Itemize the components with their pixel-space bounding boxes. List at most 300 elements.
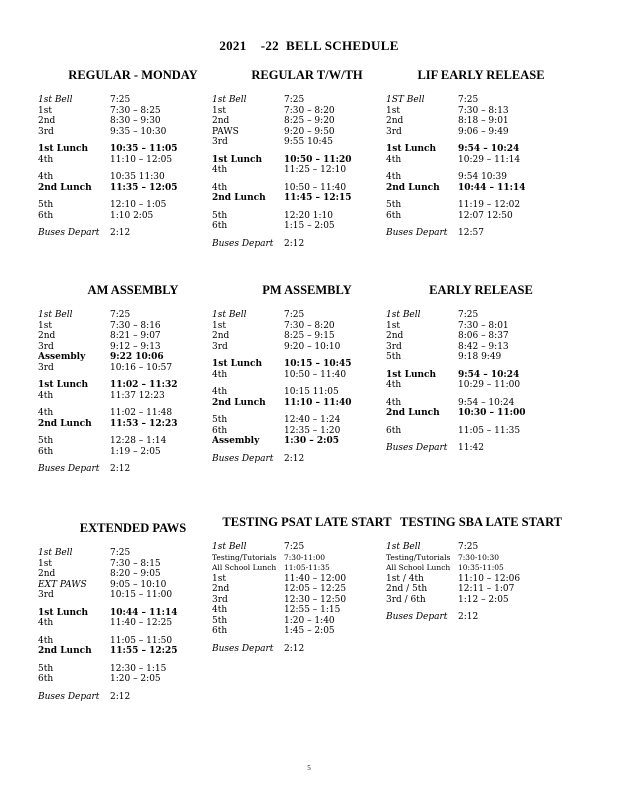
schedule-row xyxy=(212,387,402,398)
period-time: 9:54 – 10:24 xyxy=(458,369,520,380)
period-label: 4th xyxy=(212,165,228,175)
schedule-regular-monday xyxy=(38,68,228,239)
row-spacer xyxy=(38,137,228,144)
row-spacer xyxy=(38,401,228,408)
period-time: 9:06 – 9:49 xyxy=(458,126,509,137)
period-label: 4th xyxy=(212,182,228,193)
period-label: Buses Depart xyxy=(212,453,274,464)
period-time: 11:45 – 12:15 xyxy=(284,193,352,203)
period-time: 9:54 – 10:24 xyxy=(458,397,515,408)
period-time: 7:25 xyxy=(284,542,305,552)
period-time: 11:05 – 11:50 xyxy=(110,635,173,646)
schedule-row xyxy=(38,391,228,402)
period-time: 12:07 12:50 xyxy=(458,210,513,221)
period-time: 1:12 – 2:05 xyxy=(458,594,509,605)
period-time: 7:25 xyxy=(284,95,305,105)
period-time: 2:12 xyxy=(284,453,305,464)
period-label: 1st / 4th xyxy=(386,573,424,584)
schedule-row xyxy=(386,612,576,623)
period-time: 11:37 12:23 xyxy=(110,390,165,401)
schedule-row xyxy=(386,595,576,606)
period-time: 9:18 9:49 xyxy=(458,352,502,362)
schedule-row xyxy=(38,144,228,155)
schedule-row xyxy=(212,626,402,637)
schedule-row xyxy=(386,211,576,222)
period-label: 2nd xyxy=(212,116,230,126)
period-time: 9:54 – 10:24 xyxy=(458,144,520,154)
period-label: 1st Bell xyxy=(38,310,73,320)
period-label: 2nd xyxy=(386,331,404,341)
page-title: 2021 -22 BELL SCHEDULE xyxy=(219,38,399,53)
period-time: 7:30 – 8:15 xyxy=(110,558,161,569)
period-time: 11:55 – 12:25 xyxy=(110,646,178,656)
schedule-row xyxy=(38,436,228,447)
period-time: 2:12 xyxy=(110,464,131,474)
period-label: 1st xyxy=(38,320,52,331)
schedule-row xyxy=(212,137,402,148)
period-label: 2nd xyxy=(212,331,230,341)
row-spacer xyxy=(38,457,228,464)
page-number: 5 xyxy=(307,764,311,772)
schedule-row xyxy=(38,116,228,127)
period-label: Buses Depart xyxy=(38,228,100,238)
period-time: 10:50 – 11:40 xyxy=(284,182,347,193)
period-label: 3rd xyxy=(386,126,402,137)
period-time: 2:12 xyxy=(110,228,131,238)
period-label: 6th xyxy=(38,210,54,221)
period-label: Buses Depart xyxy=(386,443,448,453)
period-label: 4th xyxy=(212,369,228,380)
period-label: 4th xyxy=(386,380,402,390)
schedule-row xyxy=(386,352,576,363)
schedule-row xyxy=(386,106,576,117)
row-spacer xyxy=(386,436,576,443)
row-spacer xyxy=(212,380,402,387)
row-spacer xyxy=(38,221,228,228)
period-time: 7:30 – 8:20 xyxy=(284,105,335,116)
period-label: 1st Bell xyxy=(212,310,247,320)
schedule-row xyxy=(212,454,402,465)
schedule-lif-early-release xyxy=(386,68,576,239)
period-label: 4th xyxy=(38,618,54,628)
period-time: 10:30 – 11:00 xyxy=(458,408,526,418)
row-spacer xyxy=(38,193,228,200)
period-time: 11:02 – 11:32 xyxy=(110,380,178,390)
schedule-row xyxy=(38,618,228,629)
row-spacer xyxy=(386,363,576,370)
period-label: 2nd Lunch xyxy=(386,408,440,418)
period-label: Buses Depart xyxy=(212,643,274,654)
period-label: 1st Bell xyxy=(386,310,421,320)
schedule-row xyxy=(212,331,402,342)
row-spacer xyxy=(38,373,228,380)
period-time: 10:35 – 11:05 xyxy=(110,144,178,154)
period-label: 1st Bell xyxy=(212,95,247,105)
period-time: 8:21 – 9:07 xyxy=(110,331,161,341)
period-time: 8:25 – 9:20 xyxy=(284,116,335,126)
period-time: 11:40 – 12:25 xyxy=(110,618,173,628)
period-time: 11:42 xyxy=(458,443,484,453)
schedule-row xyxy=(212,106,402,117)
schedule-row xyxy=(386,563,576,574)
period-label: 5th xyxy=(38,663,54,674)
row-spacer xyxy=(386,391,576,398)
schedule-row xyxy=(212,436,402,447)
period-label: Buses Depart xyxy=(38,464,100,474)
period-time: 8:30 – 9:30 xyxy=(110,116,161,126)
period-time: 12:05 – 12:25 xyxy=(284,584,347,594)
schedule-row xyxy=(38,464,228,475)
schedule-row xyxy=(38,419,228,430)
schedule-row xyxy=(212,542,402,553)
period-time: 1:20 – 2:05 xyxy=(110,674,161,684)
period-label: 6th xyxy=(212,626,228,636)
period-time: 9:05 – 10:10 xyxy=(110,579,167,590)
period-label: 3rd xyxy=(38,126,54,137)
period-time: 11:02 – 11:48 xyxy=(110,408,173,418)
period-time: 10:35-11:05 xyxy=(458,563,504,572)
period-label: 1st Lunch xyxy=(212,154,263,165)
schedule-row xyxy=(38,646,228,657)
schedule-row xyxy=(38,590,228,601)
schedule-row xyxy=(386,183,576,194)
period-time: 1:20 – 1:40 xyxy=(284,615,335,626)
period-time: 1:45 – 2:05 xyxy=(284,626,335,636)
period-label: 2nd Lunch xyxy=(212,193,266,203)
schedule-row xyxy=(38,352,228,363)
schedule-row xyxy=(212,415,402,426)
schedule-row xyxy=(386,200,576,211)
row-spacer xyxy=(38,685,228,692)
period-time: 7:30 – 8:20 xyxy=(284,320,335,331)
period-time: 2:12 xyxy=(284,238,305,249)
schedule-row xyxy=(38,674,228,685)
period-time: 1:10 2:05 xyxy=(110,210,154,221)
period-label: 2nd Lunch xyxy=(212,397,266,408)
period-label: All School Lunch xyxy=(212,563,277,572)
row-spacer xyxy=(38,657,228,664)
schedule-row xyxy=(38,559,228,570)
period-time: 7:25 xyxy=(284,310,305,320)
schedule-testing-psat-late-start xyxy=(212,515,402,654)
period-time: 12:35 – 1:20 xyxy=(284,425,341,436)
period-label: 4th xyxy=(38,408,54,418)
period-time: 7:30 – 8:13 xyxy=(458,105,509,116)
schedule-row xyxy=(212,116,402,127)
schedule-row xyxy=(212,584,402,595)
row-spacer xyxy=(212,352,402,359)
period-label: 1st Lunch xyxy=(38,607,89,618)
period-time: 1:15 – 2:05 xyxy=(284,221,335,231)
schedule-row xyxy=(386,228,576,239)
period-label: 1st Bell xyxy=(38,548,73,558)
schedule-row xyxy=(212,616,402,627)
schedule-row xyxy=(38,228,228,239)
period-label: 2nd xyxy=(38,569,56,579)
schedule-row xyxy=(38,331,228,342)
period-label: 5th xyxy=(386,200,402,210)
schedule-title: AM ASSEMBLY xyxy=(87,283,179,297)
period-label: 6th xyxy=(386,425,402,436)
period-time: 7:30 – 8:01 xyxy=(458,320,509,331)
schedule-row xyxy=(38,95,228,106)
schedule-row xyxy=(386,426,576,437)
schedule-title: REGULAR - MONDAY xyxy=(68,68,198,82)
period-label: 6th xyxy=(212,221,228,231)
period-time: 7:25 xyxy=(110,310,131,320)
schedule-row xyxy=(386,310,576,321)
schedule-row xyxy=(386,443,576,454)
period-time: 11:40 – 12:00 xyxy=(284,573,347,584)
period-label: 1st xyxy=(386,105,400,116)
period-time: 7:25 xyxy=(458,542,479,552)
row-spacer xyxy=(38,165,228,172)
period-label: 4th xyxy=(386,397,402,408)
period-label: 2nd xyxy=(212,584,230,594)
period-time: 12:30 – 1:15 xyxy=(110,663,167,674)
schedule-row xyxy=(212,426,402,437)
row-spacer xyxy=(38,601,228,608)
period-label: 1st xyxy=(38,558,52,569)
row-spacer xyxy=(212,408,402,415)
period-time: 11:53 – 12:23 xyxy=(110,418,178,429)
schedule-row xyxy=(38,321,228,332)
schedule-pm-assembly xyxy=(212,283,402,464)
period-time: 10:29 – 11:00 xyxy=(458,380,521,390)
period-time: 9:22 10:06 xyxy=(110,352,164,362)
period-time: 9:20 – 9:50 xyxy=(284,126,335,137)
period-label: 4th xyxy=(212,605,228,615)
period-time: 8:42 – 9:13 xyxy=(458,341,509,352)
period-label: 5th xyxy=(212,615,228,626)
period-label: 3rd xyxy=(38,590,54,600)
period-label: 6th xyxy=(386,210,402,221)
period-time: 9:35 – 10:30 xyxy=(110,126,167,137)
schedule-row xyxy=(386,542,576,553)
schedule-row xyxy=(212,595,402,606)
period-label: Testing/Tutorials xyxy=(386,552,451,562)
period-label: 1st Bell xyxy=(38,95,73,105)
period-time: 11:10 – 11:40 xyxy=(284,397,352,408)
row-spacer xyxy=(212,204,402,211)
period-label: Buses Depart xyxy=(212,238,274,249)
period-time: 7:25 xyxy=(110,548,131,558)
schedule-row xyxy=(38,580,228,591)
period-time: 8:20 – 9:05 xyxy=(110,569,161,579)
period-label: 5th xyxy=(386,352,402,362)
row-spacer xyxy=(386,193,576,200)
schedule-row xyxy=(38,636,228,647)
schedule-row xyxy=(212,193,402,204)
period-label: 2nd / 5th xyxy=(386,584,428,594)
row-spacer xyxy=(212,637,402,644)
schedule-row xyxy=(212,398,402,409)
schedule-row xyxy=(38,342,228,353)
schedule-title: PM ASSEMBLY xyxy=(262,283,352,297)
schedule-testing-sba-late-start xyxy=(386,515,576,623)
period-label: 1st xyxy=(386,320,400,331)
row-spacer xyxy=(386,165,576,172)
period-label: 3rd xyxy=(386,341,402,352)
schedule-row xyxy=(386,127,576,138)
period-label: 2nd Lunch xyxy=(38,182,92,193)
period-time: 12:10 – 1:05 xyxy=(110,200,167,210)
period-time: 11:05 – 11:35 xyxy=(458,425,521,436)
period-time: 8:25 – 9:15 xyxy=(284,331,335,341)
period-label: 1st xyxy=(212,573,226,584)
schedule-row xyxy=(38,155,228,166)
period-time: 12:57 xyxy=(458,228,484,238)
row-spacer xyxy=(212,176,402,183)
schedule-row xyxy=(212,221,402,232)
period-time: 11:35 – 12:05 xyxy=(110,182,178,193)
period-label: 3rd xyxy=(212,341,228,352)
schedule-row xyxy=(38,183,228,194)
period-label: 4th xyxy=(212,387,228,397)
schedule-row xyxy=(386,155,576,166)
period-label: 1st Lunch xyxy=(386,144,437,154)
period-label: 4th xyxy=(386,154,402,165)
period-label: 3rd xyxy=(38,362,54,373)
period-time: 7:30 – 8:16 xyxy=(110,320,161,331)
schedule-row xyxy=(38,408,228,419)
period-label: 1st Bell xyxy=(212,542,247,552)
schedule-row xyxy=(386,380,576,391)
period-time: 10:44 – 11:14 xyxy=(458,182,526,193)
schedule-title: EXTENDED PAWS xyxy=(79,521,187,535)
schedule-row xyxy=(212,321,402,332)
schedule-row xyxy=(212,165,402,176)
schedule-extended-paws xyxy=(38,521,228,702)
period-time: 10:44 – 11:14 xyxy=(110,607,178,618)
schedule-row xyxy=(38,548,228,559)
schedule-row xyxy=(38,363,228,374)
period-label: 1st xyxy=(212,105,226,116)
period-time: 7:30-11:00 xyxy=(284,552,325,562)
period-time: 11:10 – 12:06 xyxy=(458,573,521,584)
period-label: Assembly xyxy=(38,352,86,362)
schedule-row xyxy=(386,342,576,353)
period-label: PAWS xyxy=(212,126,239,137)
schedule-title: LIF EARLY RELEASE xyxy=(417,68,545,82)
schedule-row xyxy=(38,211,228,222)
period-time: 10:15 – 11:00 xyxy=(110,590,173,600)
schedule-row xyxy=(38,106,228,117)
period-time: 11:05-11:35 xyxy=(284,563,330,572)
schedule-row xyxy=(386,95,576,106)
schedule-row xyxy=(386,408,576,419)
schedule-row xyxy=(38,200,228,211)
schedule-row xyxy=(212,359,402,370)
schedule-title: TESTING SBA LATE START xyxy=(399,515,562,529)
row-spacer xyxy=(212,148,402,155)
row-spacer xyxy=(386,137,576,144)
schedule-row xyxy=(38,608,228,619)
schedule-row xyxy=(212,183,402,194)
schedule-title: TESTING PSAT LATE START xyxy=(222,515,392,529)
period-label: 5th xyxy=(212,210,228,221)
period-time: 12:30 – 12:50 xyxy=(284,594,347,605)
period-time: 2:12 xyxy=(284,643,305,654)
schedule-row xyxy=(386,116,576,127)
period-time: 11:10 – 12:05 xyxy=(110,154,173,165)
period-label: 4th xyxy=(38,172,54,182)
schedule-row xyxy=(212,310,402,321)
period-time: 10:15 11:05 xyxy=(284,387,339,397)
period-label: 4th xyxy=(38,635,54,646)
schedule-row xyxy=(212,211,402,222)
period-time: 9:20 – 10:10 xyxy=(284,341,341,352)
period-time: 7:30-10:30 xyxy=(458,552,499,562)
schedule-row xyxy=(386,321,576,332)
row-spacer xyxy=(212,447,402,454)
period-time: 10:15 – 10:45 xyxy=(284,359,352,369)
schedule-row xyxy=(386,574,576,585)
period-label: 4th xyxy=(38,390,54,401)
period-time: 8:18 – 9:01 xyxy=(458,116,509,126)
period-label: 1st Lunch xyxy=(38,380,89,390)
period-label: 2nd Lunch xyxy=(38,418,92,429)
period-label: 2nd Lunch xyxy=(386,182,440,193)
period-label: 6th xyxy=(38,674,54,684)
schedule-title: REGULAR T/W/TH xyxy=(251,68,363,82)
schedule-row xyxy=(212,605,402,616)
schedule-row xyxy=(386,553,576,564)
period-time: 1:30 – 2:05 xyxy=(284,436,339,446)
row-spacer xyxy=(386,419,576,426)
period-time: 10:29 – 11:14 xyxy=(458,154,521,165)
period-label: 3rd xyxy=(38,341,54,352)
period-time: 10:16 – 10:57 xyxy=(110,362,173,373)
period-label: 4th xyxy=(38,154,54,165)
period-label: Assembly xyxy=(212,436,260,446)
schedule-row xyxy=(386,172,576,183)
period-time: 7:30 – 8:25 xyxy=(110,105,161,116)
period-time: 12:20 1:10 xyxy=(284,210,334,221)
period-label: 3rd xyxy=(212,137,228,147)
period-time: 9:12 – 9:13 xyxy=(110,341,161,352)
period-time: 12:55 – 1:15 xyxy=(284,605,341,615)
period-label: 6th xyxy=(38,446,54,457)
schedule-row xyxy=(212,553,402,564)
period-label: 5th xyxy=(212,415,228,425)
period-time: 7:25 xyxy=(110,95,131,105)
schedule-row xyxy=(38,172,228,183)
period-label: 1ST Bell xyxy=(386,95,425,105)
period-label: All School Lunch xyxy=(386,563,451,572)
row-spacer xyxy=(386,605,576,612)
period-label: EXT PAWS xyxy=(38,579,87,590)
schedule-row xyxy=(386,370,576,381)
period-label: 1st Lunch xyxy=(38,144,89,154)
schedule-row xyxy=(38,692,228,703)
period-time: 1:19 – 2:05 xyxy=(110,446,161,457)
period-label: 4th xyxy=(386,172,402,182)
schedule-row xyxy=(212,370,402,381)
row-spacer xyxy=(386,221,576,228)
period-time: 9:54 10:39 xyxy=(458,172,508,182)
period-time: 2:12 xyxy=(110,691,131,702)
schedule-row xyxy=(386,584,576,595)
period-label: 5th xyxy=(38,200,54,210)
period-label: Testing/Tutorials xyxy=(212,552,277,562)
schedule-row xyxy=(386,398,576,409)
period-label: 2nd xyxy=(386,116,404,126)
schedule-row xyxy=(212,644,402,655)
period-time: 7:25 xyxy=(458,310,479,320)
schedule-row xyxy=(212,155,402,166)
schedule-row xyxy=(386,144,576,155)
